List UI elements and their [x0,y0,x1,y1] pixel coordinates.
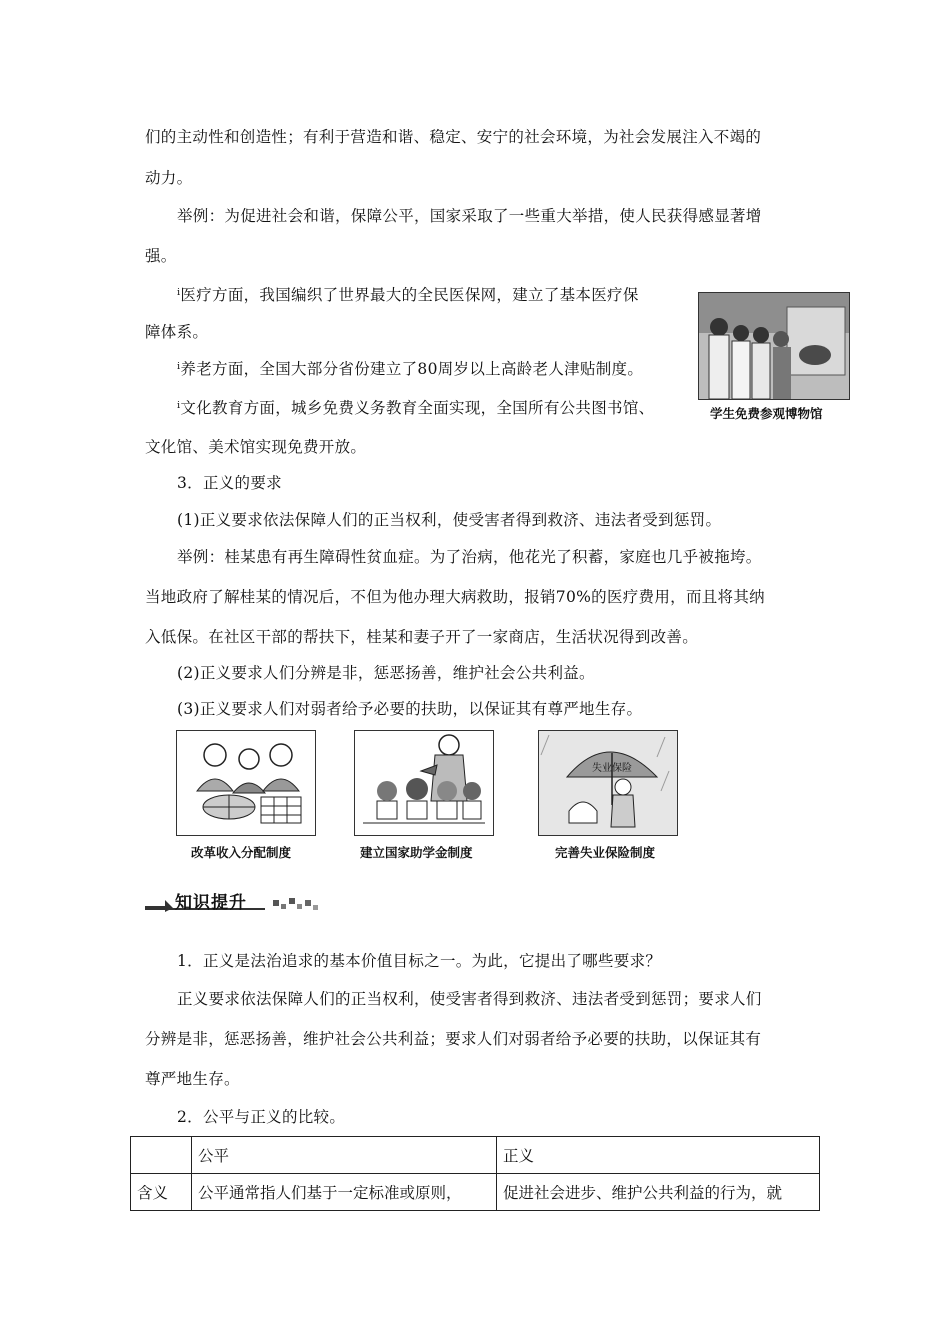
table-cell: 正义 [497,1137,820,1174]
para-line: ⁱ文化教育方面，城乡免费义务教育全面实现，全国所有公共图书馆、 [177,399,655,417]
para-line: 当地政府了解桂某的情况后，不但为他办理大病救助，报销70%的医疗费用，而且将其纳 [145,588,765,606]
table-cell: 含义 [131,1174,192,1211]
para-line: (1)正义要求依法保障人们的正当权利，使受害者得到救济、违法者受到惩罚。 [177,511,722,529]
umbrella-label: 失业保险 [592,763,632,774]
table-cell: 公平通常指人们基于一定标准或原则， [192,1174,497,1211]
para-line: 障体系。 [145,323,209,341]
illustration-caption: 完善失业保险制度 [555,845,656,860]
table-row [131,1174,820,1211]
illustration-caption: 改革收入分配制度 [191,845,292,860]
knowledge-banner [145,886,325,912]
museum-caption: 学生免费参观博物馆 [710,406,823,421]
table-cell [131,1137,192,1174]
para-line: ⁱ养老方面，全国大部分省份建立了80周岁以上高龄老人津贴制度。 [177,360,644,378]
income-distribution-illustration [176,730,316,836]
para-line: (2)正义要求人们分辨是非，惩恶扬善，维护社会公共利益。 [177,664,595,682]
museum-photo [698,292,850,400]
question-line: 2．公平与正义的比较。 [177,1108,346,1126]
para-line: 们的主动性和创造性；有利于营造和谐、稳定、安宁的社会环境，为社会发展注入不竭的 [145,128,762,146]
para-line: 举例：桂某患有再生障碍性贫血症。为了治病，他花光了积蓄，家庭也几乎被拖垮。 [177,548,762,566]
para-line: ⁱ医疗方面，我国编织了世界最大的全民医保网，建立了基本医疗保 [177,286,639,304]
student-aid-illustration [354,730,494,836]
para-line: 举例：为促进社会和谐，保障公平，国家采取了一些重大举措，使人民获得感显著增 [177,207,762,225]
section-heading: 3．正义的要求 [177,474,282,492]
answer-line: 正义要求依法保障人们的正当权利，使受害者得到救济、违法者受到惩罚；要求人们 [177,990,762,1008]
illustration-caption: 建立国家助学金制度 [360,845,473,860]
para-line: 动力。 [145,169,193,187]
table-cell: 促进社会进步、维护公共利益的行为，就 [497,1174,820,1211]
table-row [131,1137,820,1174]
para-line: 入低保。在社区干部的帮扶下，桂某和妻子开了一家商店，生活状况得到改善。 [145,628,699,646]
para-line: (3)正义要求人们对弱者给予必要的扶助，以保证其有尊严地生存。 [177,700,643,718]
table-cell: 公平 [192,1137,497,1174]
answer-line: 分辨是非，惩恶扬善，维护社会公共利益；要求人们对弱者给予必要的扶助，以保证其有 [145,1030,762,1048]
unemployment-insurance-illustration [538,730,678,836]
comparison-table [130,1136,820,1211]
question-line: 1．正义是法治追求的基本价值目标之一。为此，它提出了哪些要求？ [177,952,662,970]
banner-title: 知识提升 [175,893,247,913]
answer-line: 尊严地生存。 [145,1070,240,1088]
para-line: 文化馆、美术馆实现免费开放。 [145,438,367,456]
para-line: 强。 [145,247,177,265]
